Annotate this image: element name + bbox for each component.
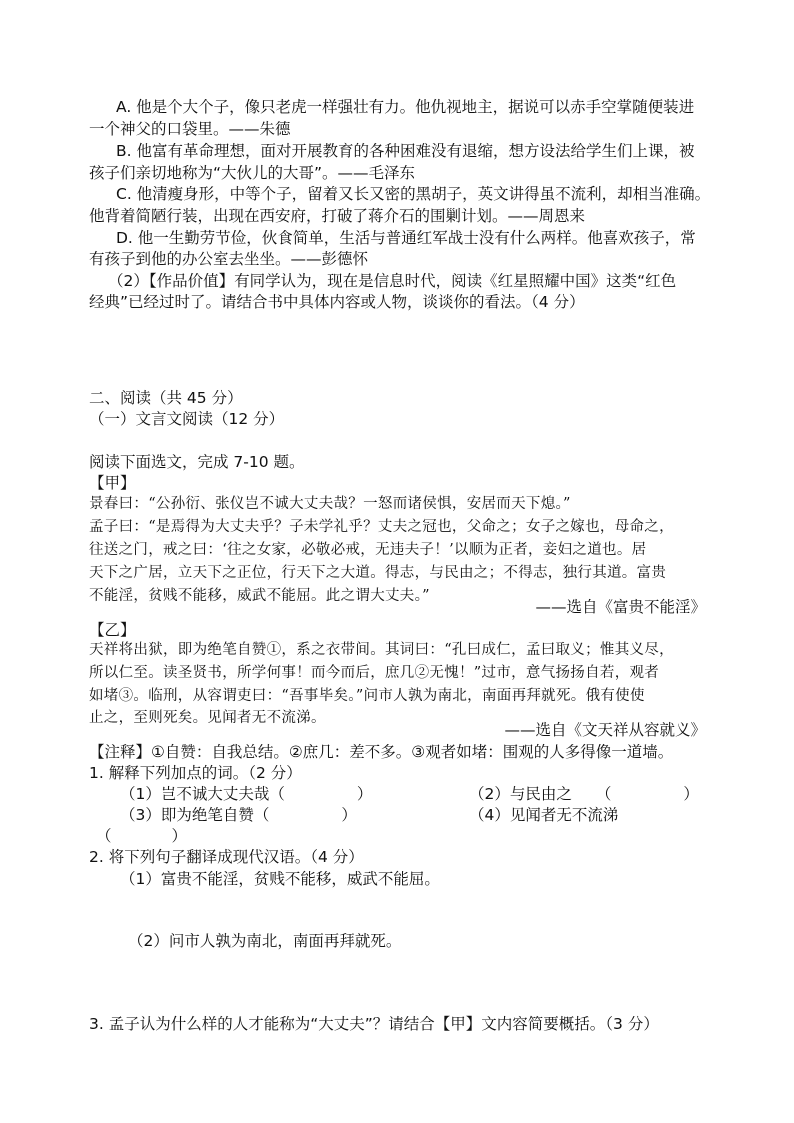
annotation-note: 【注释】①自赞：自我总结。②庶几：差不多。③观者如堵：围观的人多得像一道墙。 [89, 743, 674, 761]
reading-instruction: 阅读下面选文，完成 7-10 题。 [89, 453, 305, 471]
option-a-line1: A. 他是个大个子，像只老虎一样强壮有力。他仇视地主，据说可以赤手空掌随便装进 [116, 98, 695, 116]
section-title: 二、阅读（共 45 分） [89, 389, 243, 407]
question-1-item2-open: （ [595, 785, 612, 803]
question-1-item3-text: （3）即为绝笔自赞（ [120, 806, 270, 824]
passage-jia-line2: 孟子曰：“是焉得为大丈夫乎？子未学礼乎？丈夫之冠也，父命之；女子之嫁也，母命之， [89, 519, 674, 535]
question-1-item4: （4）见闻者无不流涕 [469, 806, 619, 824]
option-a-line2: 一个神父的口袋里。——朱德 [89, 120, 291, 138]
question-1-item3 [120, 804, 357, 826]
option-d-line1: D. 他一生勤劳节俭，伙食简单，生活与普通红军战士没有什么两样。他喜欢孩子，常 [116, 229, 696, 247]
option-d-line2: 有孩子到他的办公室去坐坐。——彭德怀 [89, 250, 369, 268]
passage-yi-source: ——选自《文天祥从容就义》 [504, 721, 706, 739]
question-2-title: 2. 将下列句子翻译成现代汉语。（4 分） [89, 848, 364, 866]
passage-jia-line4: 天下之广居，立天下之正位，行天下之大道。得志，与民由之；不得志，独行其道。富贵 [89, 565, 667, 581]
passage-jia-line3: 往送之门，戒之曰：‘往之女家，必敬必戒，无违夫子！’以顺为正者，妾妇之道也。居 [89, 542, 647, 558]
question-work-value-line1: （2）【作品价值】有同学认为，现在是信息时代，阅读《红星照耀中国》这类“红色 [108, 272, 677, 290]
passage-yi-label: 【乙】 [89, 621, 136, 639]
passage-jia-label: 【甲】 [89, 474, 136, 492]
section-subtitle: （一）文言文阅读（12 分） [89, 410, 285, 428]
question-1-item4-open: （ [96, 827, 112, 845]
passage-yi-line3: 如堵③。临刑，从容谓吏曰：“吾事毕矣。”问市人孰为南北，南面再拜就死。俄有使使 [89, 688, 645, 704]
question-3-title: 3. 孟子认为什么样的人才能称为“大丈夫”？请结合【甲】文内容简要概括。（3 分） [89, 1015, 659, 1033]
question-1-item2-text: （2）与民由之 [469, 785, 572, 803]
passage-yi-line2: 所以仁至。读圣贤书，所学何事！而今而后，庶几②无愧！”过市，意气扬扬自若，观者 [89, 665, 660, 681]
question-1-item4-close: ） [171, 827, 188, 845]
question-1-item3-close: ） [341, 806, 357, 824]
question-1-item1 [120, 783, 372, 805]
question-1-item2 [469, 783, 699, 805]
question-1-item2-close: ） [683, 785, 699, 803]
option-c-line1: C. 他清瘦身形，中等个子，留着又长又密的黑胡子，英文讲得虽不流利，却相当准确。 [116, 185, 711, 203]
question-1-item4-answer [96, 825, 187, 847]
option-b-line1: B. 他富有革命理想，面对开展教育的各种困难没有退缩，想方设法给学生们上课，被 [116, 142, 695, 160]
passage-jia-line5: 不能淫，贫贱不能移，威武不能屈。此之谓大丈夫。” [89, 588, 430, 604]
passage-jia-line1: 景春曰：“公孙衍、张仪岂不诚大丈夫哉？一怒而诸侯惧，安居而天下熄。” [89, 496, 571, 512]
question-2-sentence1: （1）富贵不能淫，贫贱不能移，威武不能屈。 [120, 870, 440, 888]
option-b-line2: 孩子们亲切地称为“大伙儿的大哥”。——毛泽东 [89, 164, 416, 182]
option-c-line2: 他背着简陋行装，出现在西安府，打破了蒋介石的围剿计划。——周恩来 [89, 207, 586, 225]
question-1-title: 1. 解释下列加点的词。（2 分） [89, 764, 302, 782]
question-work-value-line2: 经典”已经过时了。请结合书中具体内容或人物，谈谈你的看法。（4 分） [89, 293, 585, 311]
passage-yi-line1: 天祥将出狱，即为绝笔自赞①，系之衣带间。其词曰：“孔曰成仁，孟曰取义；惟其义尽， [89, 642, 674, 658]
question-1-item1-text: （1）岂不诚大丈夫哉（ [120, 785, 285, 803]
question-1-item1-close: ） [356, 785, 373, 803]
passage-yi-line4: 止之，至则死矣。见闻者无不流涕。 [89, 710, 326, 726]
question-2-sentence2: （2）问市人孰为南北，南面再拜就死。 [128, 932, 402, 950]
passage-jia-source: ——选自《富贵不能淫》 [535, 598, 706, 616]
